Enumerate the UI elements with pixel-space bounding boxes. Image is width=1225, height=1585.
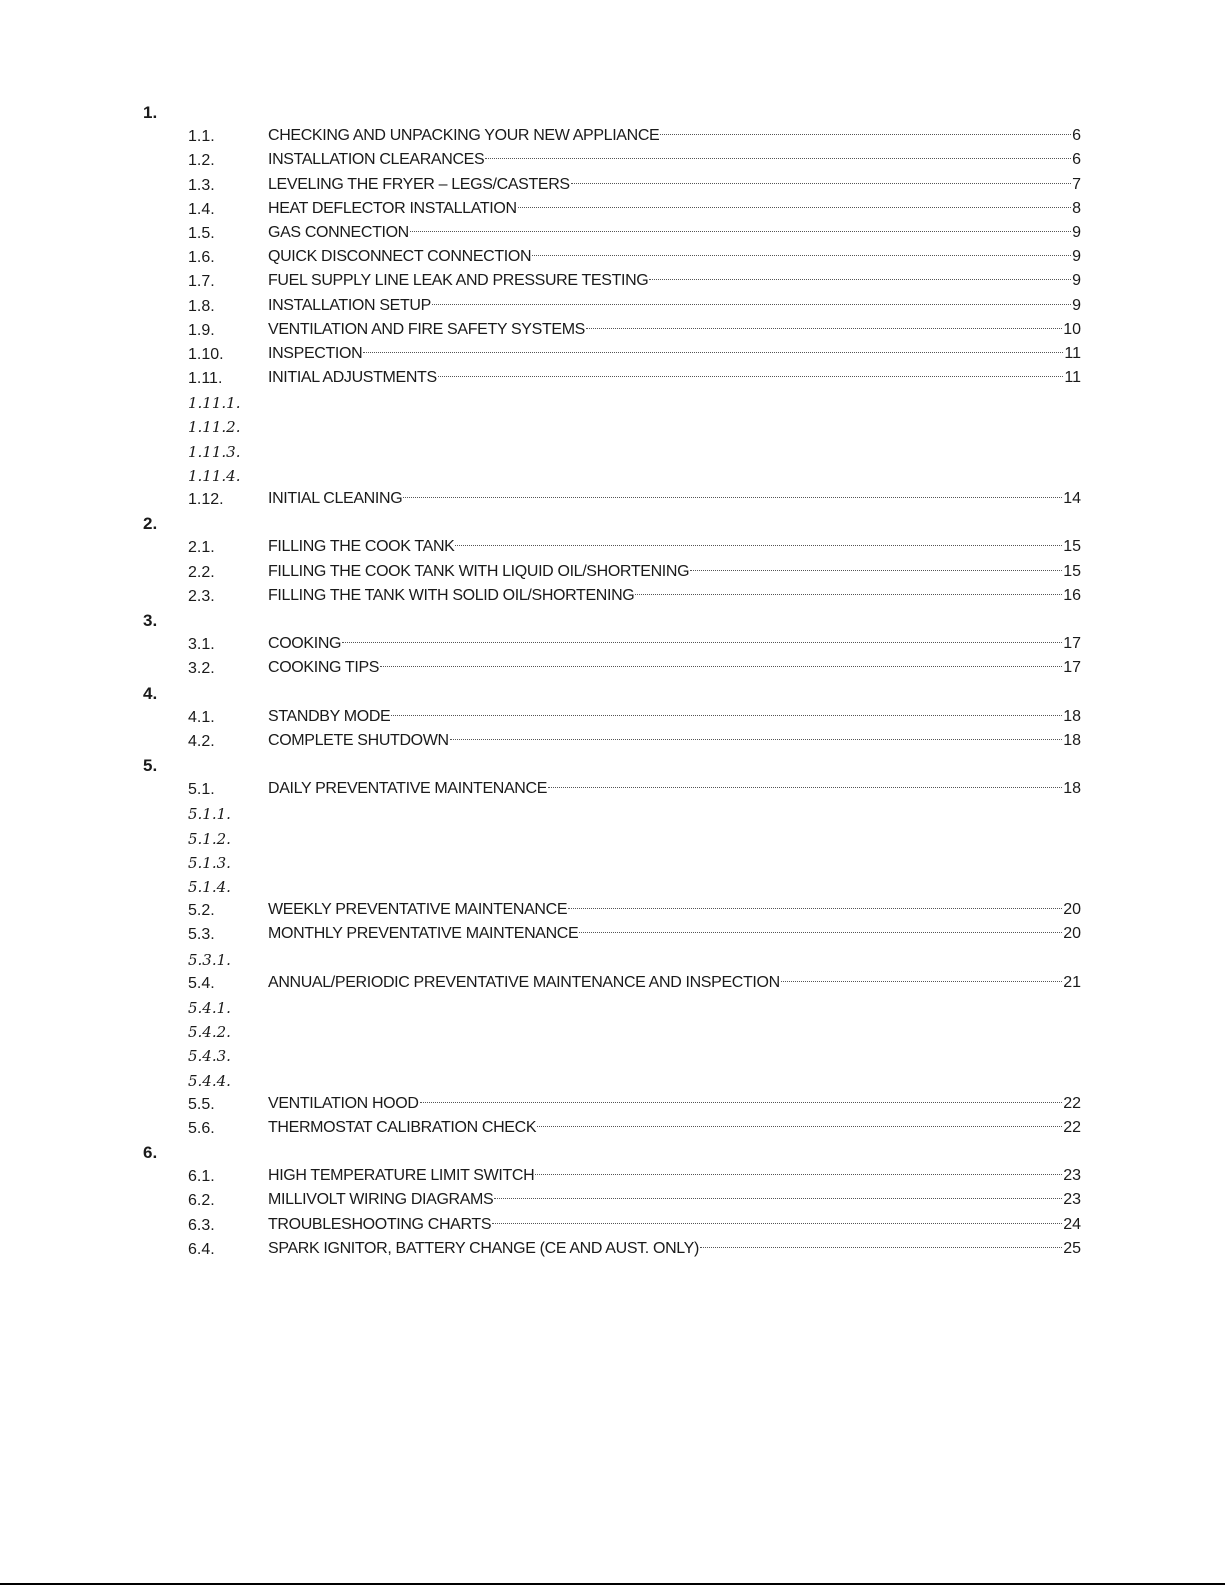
toc-title: INSTALLATION SETUP bbox=[268, 296, 431, 314]
toc-subsection bbox=[0, 826, 1225, 850]
toc-number: 3.1. bbox=[188, 636, 215, 654]
toc-page-number: 24 bbox=[1063, 1215, 1081, 1233]
toc-number: 3. bbox=[143, 610, 158, 630]
toc-entry[interactable] bbox=[0, 922, 1225, 946]
toc-subsection bbox=[0, 463, 1225, 487]
dot-leader bbox=[410, 230, 1071, 232]
dot-leader bbox=[485, 157, 1071, 159]
toc-subsection bbox=[0, 947, 1225, 971]
toc-number: 5.2. bbox=[188, 902, 215, 920]
toc-number: 1.3. bbox=[188, 176, 215, 194]
toc-number: 5.4.1. bbox=[188, 998, 231, 1017]
toc-number: 5.4.2. bbox=[188, 1023, 231, 1042]
toc-subsection bbox=[0, 801, 1225, 825]
toc-entry[interactable] bbox=[0, 1092, 1225, 1116]
dot-leader bbox=[781, 980, 1062, 982]
dot-leader bbox=[492, 1222, 1062, 1224]
toc-entry[interactable] bbox=[0, 124, 1225, 148]
toc-page-number: 8 bbox=[1072, 199, 1081, 217]
toc-number: 1.8. bbox=[188, 297, 215, 315]
toc-number: 5.3.1. bbox=[188, 950, 231, 969]
toc-title: COOKING TIPS bbox=[268, 659, 380, 677]
toc-subsection bbox=[0, 1019, 1225, 1043]
toc-number: 5.1. bbox=[188, 781, 215, 799]
toc-number: 1.9. bbox=[188, 321, 215, 339]
toc-number: 1.7. bbox=[188, 273, 215, 291]
toc-subsection bbox=[0, 1068, 1225, 1092]
toc-number: 4.2. bbox=[188, 732, 215, 750]
toc-number: 1. bbox=[143, 103, 158, 122]
toc-entry[interactable] bbox=[0, 245, 1225, 269]
toc-entry[interactable] bbox=[0, 294, 1225, 318]
toc-page-number: 14 bbox=[1063, 490, 1081, 507]
toc-page-number: 17 bbox=[1063, 659, 1081, 677]
toc-title: GAS CONNECTION bbox=[268, 223, 409, 241]
dot-leader bbox=[342, 641, 1062, 643]
toc-number: 5.4.3. bbox=[188, 1047, 231, 1066]
toc-subsection bbox=[0, 850, 1225, 874]
toc-number: 4.1. bbox=[188, 708, 215, 726]
toc-entry-line bbox=[268, 560, 1081, 584]
toc-title: ANNUAL/PERIODIC PREVENTATIVE MAINTENANCE AND INSPECTION bbox=[268, 973, 780, 991]
toc-page-number: 6 bbox=[1072, 151, 1081, 169]
toc-entry-line bbox=[268, 124, 1081, 148]
toc-subsection bbox=[0, 390, 1225, 414]
toc-page-number: 23 bbox=[1063, 1167, 1081, 1185]
dot-leader bbox=[690, 569, 1062, 571]
toc-page-number: 18 bbox=[1063, 780, 1081, 798]
toc-entry[interactable] bbox=[0, 318, 1225, 342]
toc-number: 1.11.3. bbox=[188, 442, 241, 461]
toc-entry-line bbox=[268, 197, 1081, 221]
toc-page-number: 17 bbox=[1063, 635, 1081, 653]
toc-number: 3.2. bbox=[188, 660, 215, 678]
toc-title: VENTILATION AND FIRE SAFETY SYSTEMS bbox=[268, 320, 586, 338]
toc-title: HIGH TEMPERATURE LIMIT SWITCH bbox=[268, 1167, 535, 1185]
toc-title: THERMOSTAT CALIBRATION CHECK bbox=[268, 1118, 537, 1136]
dot-leader bbox=[438, 375, 1064, 377]
toc-entry-line bbox=[268, 1213, 1081, 1237]
toc-entry[interactable] bbox=[0, 487, 1225, 511]
toc-page-number: 15 bbox=[1063, 562, 1081, 580]
toc-entry-line bbox=[268, 535, 1081, 559]
dot-leader bbox=[535, 1173, 1062, 1175]
toc-entry[interactable] bbox=[0, 705, 1225, 729]
toc-number: 2.3. bbox=[188, 587, 215, 605]
toc-chapter bbox=[0, 1140, 1225, 1164]
toc-number: 1.11. bbox=[188, 370, 223, 388]
toc-title: FILLING THE TANK WITH SOLID OIL/SHORTENING bbox=[268, 586, 635, 604]
toc-title: MONTHLY PREVENTATIVE MAINTENANCE bbox=[268, 925, 579, 943]
toc-page-number: 22 bbox=[1063, 1118, 1081, 1136]
dot-leader bbox=[579, 931, 1062, 933]
toc-page-number: 20 bbox=[1063, 901, 1081, 919]
toc-entry[interactable] bbox=[0, 777, 1225, 801]
toc-number: 5.5. bbox=[188, 1095, 215, 1113]
toc-number: 1.2. bbox=[188, 152, 215, 170]
toc-page-number: 15 bbox=[1063, 538, 1081, 556]
toc-title: SPARK IGNITOR, BATTERY CHANGE (CE AND AUST. ONLY) bbox=[268, 1239, 699, 1257]
dot-leader bbox=[586, 327, 1062, 329]
table-of-contents bbox=[0, 100, 1225, 1261]
toc-page-number: 18 bbox=[1063, 707, 1081, 725]
toc-subsection bbox=[0, 1043, 1225, 1067]
toc-entry[interactable] bbox=[0, 1213, 1225, 1237]
toc-entry-line bbox=[268, 221, 1081, 245]
dot-leader bbox=[518, 206, 1071, 208]
toc-page-number: 9 bbox=[1072, 296, 1081, 314]
toc-entry[interactable] bbox=[0, 197, 1225, 221]
dot-leader bbox=[700, 1246, 1062, 1248]
toc-number: 6.4. bbox=[188, 1240, 215, 1258]
toc-title: TROUBLESHOOTING CHARTS bbox=[268, 1215, 492, 1233]
toc-entry-line bbox=[268, 1237, 1081, 1261]
toc-entry-line bbox=[268, 1092, 1081, 1116]
toc-page-number: 25 bbox=[1063, 1239, 1081, 1257]
toc-entry[interactable] bbox=[0, 366, 1225, 390]
toc-entry-line bbox=[268, 898, 1081, 922]
dot-leader bbox=[403, 496, 1062, 498]
toc-entry-line bbox=[268, 777, 1081, 801]
dot-leader bbox=[548, 786, 1062, 788]
toc-number: 5.1.1. bbox=[188, 805, 231, 824]
toc-number: 2.1. bbox=[188, 539, 215, 557]
toc-number: 6.2. bbox=[188, 1192, 215, 1210]
toc-page-number: 16 bbox=[1063, 586, 1081, 604]
dot-leader bbox=[660, 133, 1071, 135]
toc-number: 5.4. bbox=[188, 974, 215, 992]
toc-number: 5.6. bbox=[188, 1119, 215, 1137]
toc-page-number: 9 bbox=[1072, 272, 1081, 290]
toc-title: CHECKING AND UNPACKING YOUR NEW APPLIANCE bbox=[268, 127, 660, 145]
dot-leader bbox=[571, 182, 1071, 184]
toc-entry[interactable] bbox=[0, 898, 1225, 922]
toc-number: 2.2. bbox=[188, 563, 215, 581]
toc-entry-line bbox=[268, 318, 1081, 342]
toc-entry-line bbox=[268, 269, 1081, 293]
toc-entry-line bbox=[268, 584, 1081, 608]
toc-subsection bbox=[0, 439, 1225, 463]
toc-title: STANDBY MODE bbox=[268, 707, 391, 725]
toc-chapter bbox=[0, 511, 1225, 535]
toc-number: 5.1.4. bbox=[188, 878, 231, 896]
toc-subsection bbox=[0, 414, 1225, 438]
toc-page-number: 22 bbox=[1063, 1094, 1081, 1112]
toc-entry-line bbox=[268, 705, 1081, 729]
toc-entry-line bbox=[268, 1164, 1081, 1188]
dot-leader bbox=[494, 1197, 1062, 1199]
toc-entry-line bbox=[268, 656, 1081, 680]
toc-number: 6.3. bbox=[188, 1216, 215, 1234]
toc-number: 1.11.2. bbox=[188, 418, 241, 437]
toc-entry-line bbox=[268, 245, 1081, 269]
toc-number: 1.1. bbox=[188, 128, 215, 146]
toc-entry-line bbox=[268, 1188, 1081, 1212]
dot-leader bbox=[363, 351, 1063, 353]
toc-subsection bbox=[0, 874, 1225, 898]
toc-title: VENTILATION HOOD bbox=[268, 1094, 419, 1112]
toc-entry[interactable] bbox=[0, 148, 1225, 172]
toc-entry-line bbox=[268, 148, 1081, 172]
toc-title: DAILY PREVENTATIVE MAINTENANCE bbox=[268, 780, 548, 798]
toc-entry[interactable] bbox=[0, 729, 1225, 753]
dot-leader bbox=[635, 593, 1062, 595]
toc-entry[interactable] bbox=[0, 1237, 1225, 1261]
dot-leader bbox=[568, 907, 1062, 909]
toc-page-number: 7 bbox=[1072, 175, 1081, 193]
toc-title: COOKING bbox=[268, 635, 342, 653]
toc-number: 1.10. bbox=[188, 345, 224, 363]
dot-leader bbox=[391, 714, 1062, 716]
toc-title: HEAT DEFLECTOR INSTALLATION bbox=[268, 199, 517, 217]
dot-leader bbox=[532, 254, 1071, 256]
toc-entry[interactable] bbox=[0, 221, 1225, 245]
toc-number: 4. bbox=[143, 683, 158, 703]
toc-number: 1.6. bbox=[188, 249, 215, 267]
toc-page-number: 10 bbox=[1063, 320, 1081, 338]
toc-page-number: 6 bbox=[1072, 127, 1081, 145]
toc-page-number: 11 bbox=[1064, 369, 1081, 387]
toc-entry-line bbox=[268, 366, 1081, 390]
toc-number: 1.5. bbox=[188, 224, 215, 242]
toc-title: MILLIVOLT WIRING DIAGRAMS bbox=[268, 1191, 494, 1209]
toc-entry-line bbox=[268, 729, 1081, 753]
toc-entry[interactable] bbox=[0, 1116, 1225, 1140]
toc-title: INSPECTION bbox=[268, 344, 363, 362]
toc-entry[interactable] bbox=[0, 1164, 1225, 1188]
toc-number: 6.1. bbox=[188, 1168, 215, 1186]
toc-entry-line bbox=[268, 173, 1081, 197]
toc-title: LEVELING THE FRYER – LEGS/CASTERS bbox=[268, 175, 570, 193]
toc-number: 5.1.2. bbox=[188, 829, 231, 848]
dot-leader bbox=[455, 544, 1062, 546]
dot-leader bbox=[649, 278, 1071, 280]
toc-title: QUICK DISCONNECT CONNECTION bbox=[268, 248, 532, 266]
toc-title: COMPLETE SHUTDOWN bbox=[268, 731, 449, 749]
dot-leader bbox=[432, 303, 1071, 305]
toc-chapter bbox=[0, 681, 1225, 705]
dot-leader bbox=[450, 738, 1062, 740]
toc-entry[interactable] bbox=[0, 584, 1225, 608]
toc-entry[interactable] bbox=[0, 535, 1225, 559]
toc-chapter bbox=[0, 100, 1225, 124]
toc-title: INSTALLATION CLEARANCES bbox=[268, 151, 485, 169]
toc-page-number: 21 bbox=[1063, 973, 1081, 991]
toc-title: FILLING THE COOK TANK bbox=[268, 538, 455, 556]
toc-entry[interactable] bbox=[0, 173, 1225, 197]
toc-page-number: 9 bbox=[1072, 248, 1081, 266]
toc-entry-line bbox=[268, 971, 1081, 995]
dot-leader bbox=[537, 1125, 1062, 1127]
toc-title: INITIAL ADJUSTMENTS bbox=[268, 369, 437, 387]
toc-entry-line bbox=[268, 1116, 1081, 1140]
toc-number: 1.4. bbox=[188, 200, 215, 218]
toc-entry[interactable] bbox=[0, 269, 1225, 293]
dot-leader bbox=[380, 665, 1062, 667]
toc-page-number: 20 bbox=[1063, 925, 1081, 943]
toc-entry[interactable] bbox=[0, 656, 1225, 680]
toc-entry[interactable] bbox=[0, 560, 1225, 584]
toc-chapter bbox=[0, 608, 1225, 632]
toc-title: INITIAL CLEANING bbox=[268, 490, 403, 507]
dot-leader bbox=[420, 1101, 1063, 1103]
toc-entry-line bbox=[268, 632, 1081, 656]
toc-page-number: 11 bbox=[1064, 344, 1081, 362]
toc-number: 5. bbox=[143, 756, 158, 776]
toc-page-number: 9 bbox=[1072, 223, 1081, 241]
toc-page-number: 18 bbox=[1063, 731, 1081, 749]
toc-number: 1.11.4. bbox=[188, 466, 241, 485]
toc-entry[interactable] bbox=[0, 1188, 1225, 1212]
toc-title: WEEKLY PREVENTATIVE MAINTENANCE bbox=[268, 901, 568, 919]
toc-number: 2. bbox=[143, 514, 158, 534]
toc-number: 6. bbox=[143, 1143, 158, 1163]
toc-entry[interactable] bbox=[0, 342, 1225, 366]
toc-entry-line bbox=[268, 342, 1081, 366]
toc-number: 5.3. bbox=[188, 926, 215, 944]
toc-number: 1.12. bbox=[188, 491, 224, 508]
toc-entry-line bbox=[268, 294, 1081, 318]
toc-title: FUEL SUPPLY LINE LEAK AND PRESSURE TESTING bbox=[268, 272, 649, 290]
toc-title: FILLING THE COOK TANK WITH LIQUID OIL/SHORTENING bbox=[268, 562, 690, 580]
toc-subsection bbox=[0, 995, 1225, 1019]
toc-entry[interactable] bbox=[0, 971, 1225, 995]
toc-entry[interactable] bbox=[0, 632, 1225, 656]
toc-entry-line bbox=[268, 922, 1081, 946]
toc-number: 5.1.3. bbox=[188, 853, 231, 872]
toc-number: 1.11.1. bbox=[188, 394, 241, 413]
toc-chapter bbox=[0, 753, 1225, 777]
toc-number: 5.4.4. bbox=[188, 1071, 231, 1090]
toc-page-number: 23 bbox=[1063, 1191, 1081, 1209]
toc-entry-line bbox=[268, 487, 1081, 511]
